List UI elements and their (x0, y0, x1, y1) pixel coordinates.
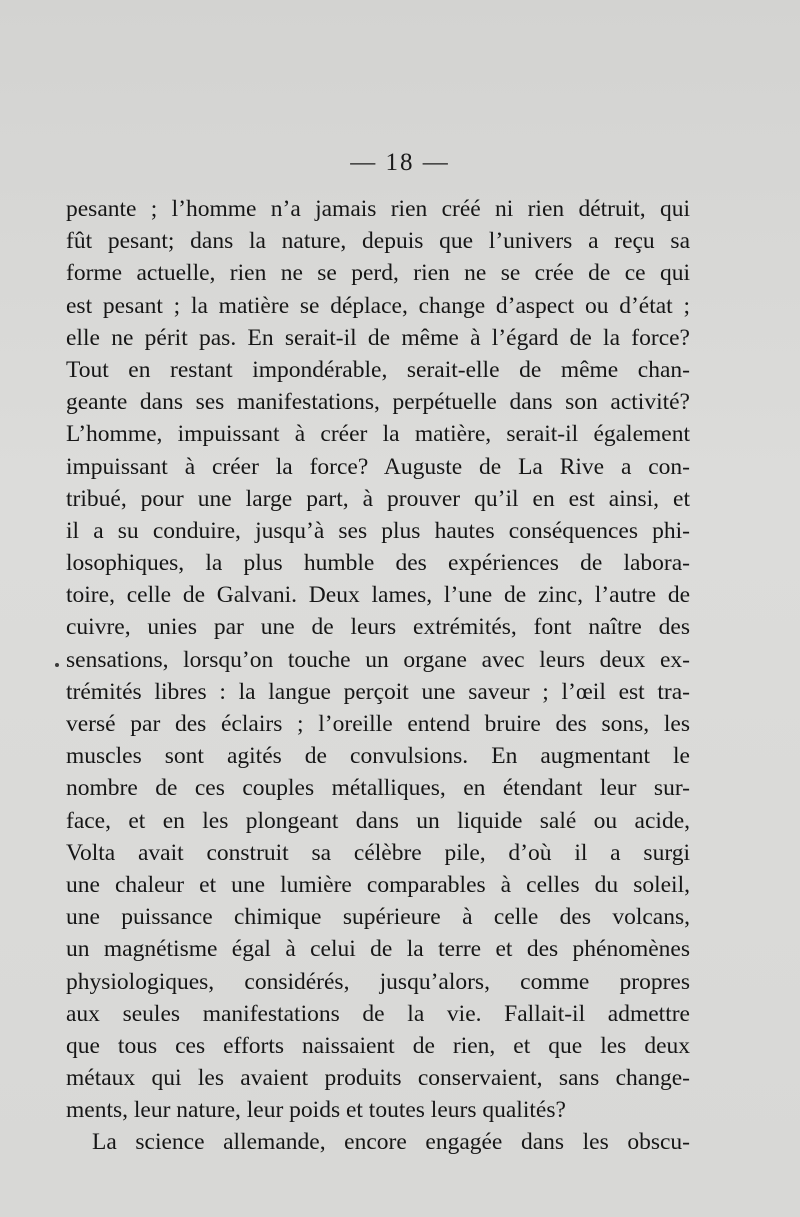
text-line: geante dans ses manifestations, perpétuelle dans son activité? (66, 389, 690, 416)
text-line: aux seules manifestations de la vie. Fallait-il admettre (66, 1000, 690, 1027)
text-line: il a su conduire, jusqu’à ses plus hautes conséquences phi- (66, 517, 690, 544)
text-line: versé par des éclairs ; l’oreille entend bruire des sons, les (66, 711, 690, 737)
text-line: une chaleur et une lumière comparables à celles du soleil, (66, 871, 690, 898)
text-line: Tout en restant impondérable, serait-elle de même chan- (66, 356, 690, 383)
text-line: physiologiques, considérés, jusqu’alors, comme propres (66, 968, 690, 995)
page-number: — 18 — (350, 149, 450, 176)
text-line: face, et en les plongeant dans un liquide salé ou acide, (66, 807, 690, 834)
text-line: tribué, pour une large part, à prouver qu’il en est ainsi, et (66, 485, 690, 512)
text-line: forme actuelle, rien ne se perd, rien ne se crée de ce qui (66, 260, 690, 287)
text-line: ments, leur nature, leur poids et toutes leurs qualités? (66, 1097, 566, 1124)
text-line: toire, celle de Galvani. Deux lames, l’une de zinc, l’autre de (66, 582, 690, 609)
text-line: losophiques, la plus humble des expériences de labora- (66, 550, 690, 577)
text-line: une puissance chimique supérieure à celle des volcans, (66, 904, 690, 931)
text-line: muscles sont agités de convulsions. En augmentant le (66, 743, 690, 770)
text-line: La science allemande, encore engagée dans les obscu- (92, 1129, 690, 1156)
text-line: Volta avait construit sa célèbre pile, d’où il a surgi (66, 839, 690, 866)
text-line: trémités libres : la langue perçoit une saveur ; l’œil est tra- (66, 678, 690, 705)
text-line: fût pesant; dans la nature, depuis que l’univers a reçu sa (66, 228, 690, 255)
text-line: est pesant ; la matière se déplace, change d’aspect ou d’état ; (66, 292, 690, 319)
text-line: impuissant à créer la force? Auguste de La Rive a con- (66, 453, 690, 480)
text-line: L’homme, impuissant à créer la matière, serait-il également (66, 421, 690, 448)
text-line: cuivre, unies par une de leurs extrémités, font naître des (66, 614, 690, 641)
text-line: métaux qui les avaient produits conservaient, sans change- (66, 1065, 690, 1092)
text-line: que tous ces efforts naissaient de rien, et que les deux (66, 1032, 690, 1059)
body-text (66, 193, 690, 1159)
text-line: sensations, lorsqu’on touche un organe avec leurs deux ex- (66, 646, 690, 673)
margin-speck (55, 663, 59, 667)
text-line: un magnétisme égal à celui de la terre et des phénomènes (66, 936, 690, 963)
text-line: pesante ; l’homme n’a jamais rien créé ni rien détruit, qui (66, 196, 690, 222)
text-line: nombre de ces couples métalliques, en étendant leur sur- (66, 775, 690, 802)
text-line: elle ne périt pas. En serait-il de même à l’égard de la force? (66, 324, 690, 351)
